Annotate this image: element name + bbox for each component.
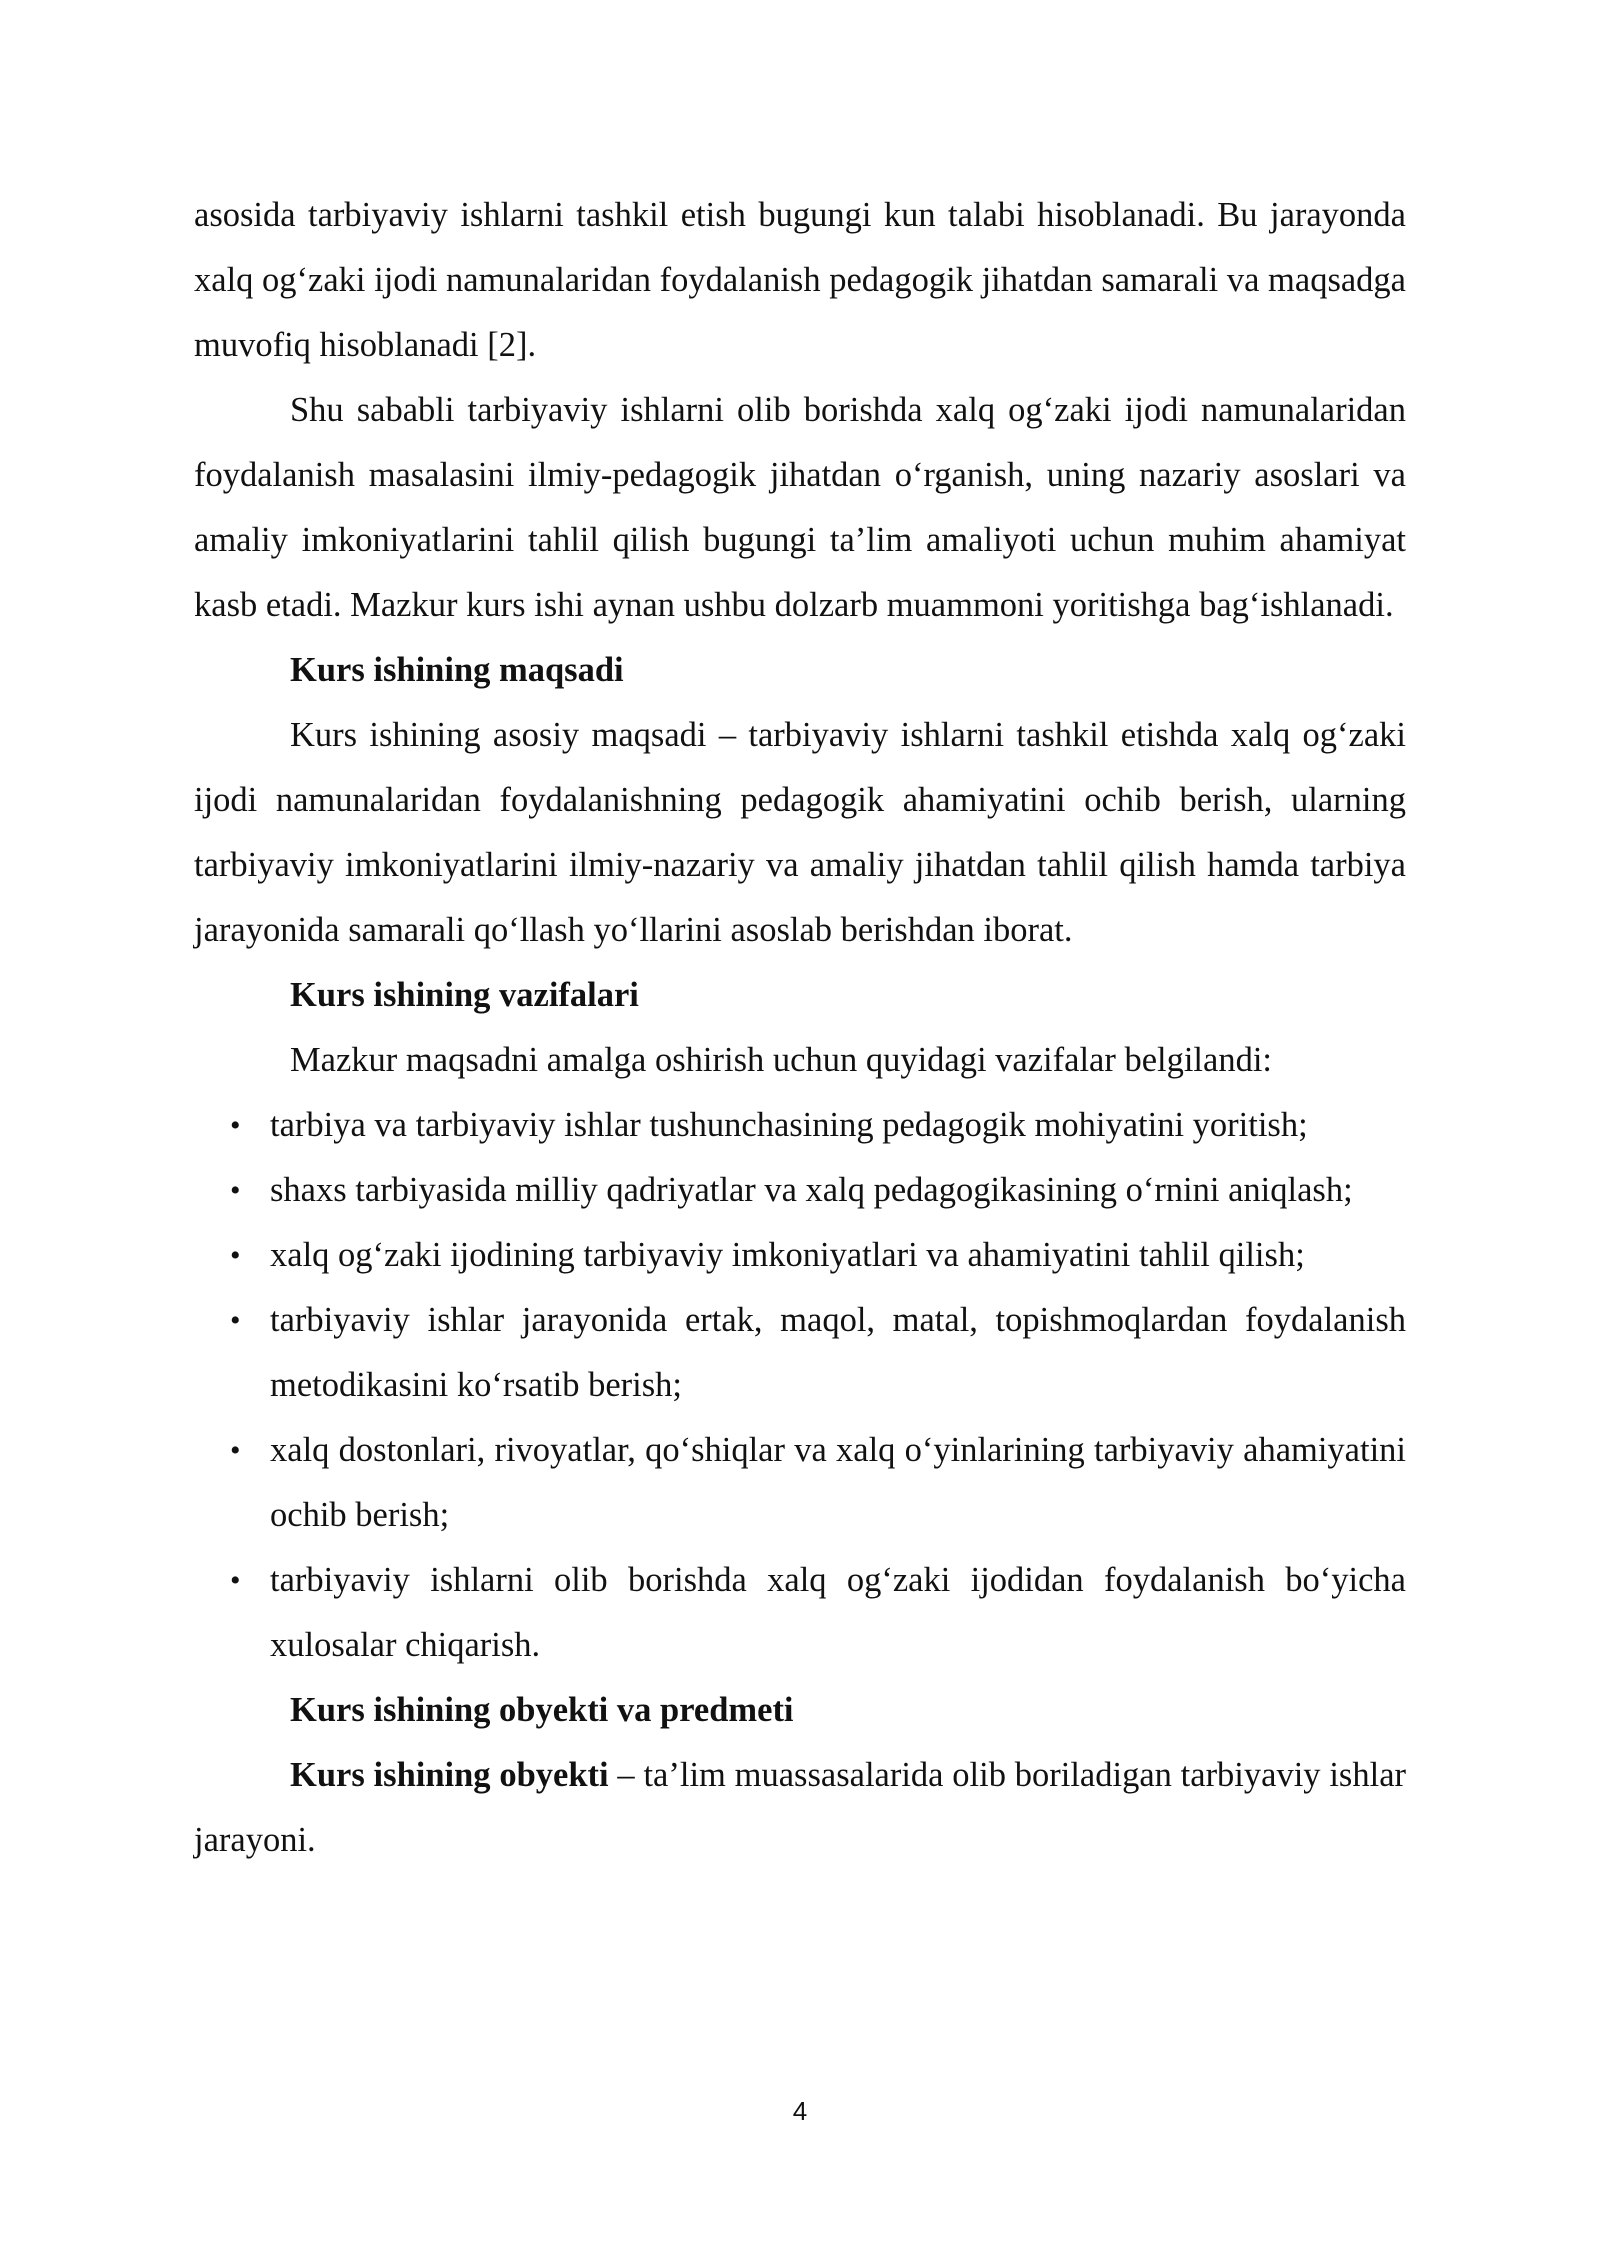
object-paragraph (194, 1743, 1406, 1873)
bullet-icon: • (230, 1304, 241, 1337)
object-label: Kurs ishining obyekti (290, 1756, 609, 1794)
tasks-intro: Mazkur maqsadni amalga oshirish uchun quyidagi vazifalar belgilandi: (290, 1041, 1273, 1079)
list-item (194, 1158, 1406, 1223)
task-text: xalq dostonlari, rivoyatlar, qo‘shiqlar va xalq o‘yinlarining tarbiyaviy ahamiyatini ochib berish; (270, 1431, 1406, 1534)
tasks-heading: Kurs ishining vazifalari (290, 976, 639, 1014)
bullet-icon: • (230, 1434, 241, 1467)
task-text: tarbiyaviy ishlar jarayonida ertak, maqol, matal, topishmoqlardan foydalanish metodikasini ko‘rsatib berish; (270, 1301, 1406, 1404)
list-item (194, 1223, 1406, 1288)
bullet-icon: • (230, 1564, 241, 1597)
relevance-paragraph: Shu sababli tarbiyaviy ishlarni olib borishda xalq og‘zaki ijodi namunalaridan foydalanish masalasini ilmiy-pedagogik jihatdan o‘rganish, uning nazariy asoslari va amaliy imkoniyatlarini tahlil qilish bugungi ta’lim amaliyoti uchun muhim ahamiyat kasb etadi. Mazkur kurs ishi aynan ushbu dolzarb muammoni yoritishga bag‘ishlanadi. (194, 391, 1406, 624)
object-text: – ta’lim muassasalarida olib boriladigan tarbiyaviy ishlar jarayoni. (194, 1756, 1406, 1859)
list-item (194, 1548, 1406, 1678)
task-text: tarbiya va tarbiyaviy ishlar tushunchasining pedagogik mohiyatini yoritish; (270, 1106, 1308, 1144)
list-item (194, 1093, 1406, 1158)
task-text: tarbiyaviy ishlarni olib borishda xalq og‘zaki ijodidan foydalanish bo‘yicha xulosalar chiqarish. (270, 1561, 1406, 1664)
tasks-list (194, 1093, 1406, 1678)
bullet-icon: • (230, 1174, 241, 1207)
continuation-paragraph: asosida tarbiyaviy ishlarni tashkil etish bugungi kun talabi hisoblanadi. Bu jarayonda xalq og‘zaki ijodi namunalaridan foydalanish pedagogik jihatdan samarali va maqsadga muvofiq hisoblanadi [2]. (194, 196, 1406, 364)
goal-paragraph: Kurs ishining asosiy maqsadi – tarbiyaviy ishlarni tashkil etishda xalq og‘zaki ijodi namunalaridan foydalanishning pedagogik ahamiyatini ochib berish, ularning tarbiyaviy imkoniyatlarini ilmiy-nazariy va amaliy jihatdan tahlil qilish hamda tarbiya jarayonida samarali qo‘llash yo‘llarini asoslab berishdan iborat. (194, 716, 1406, 949)
bullet-icon: • (230, 1109, 241, 1142)
goal-heading: Kurs ishining maqsadi (290, 651, 624, 689)
task-text: shaxs tarbiyasida milliy qadriyatlar va xalq pedagogikasining o‘rnini aniqlash; (270, 1171, 1353, 1209)
list-item (194, 1288, 1406, 1418)
bullet-icon: • (230, 1239, 241, 1272)
object-subject-heading: Kurs ishining obyekti va predmeti (290, 1691, 794, 1729)
list-item (194, 1418, 1406, 1548)
document-page (194, 183, 1406, 1873)
page-number: 4 (792, 2096, 808, 2126)
task-text: xalq og‘zaki ijodining tarbiyaviy imkoniyatlari va ahamiyatini tahlil qilish; (270, 1236, 1305, 1274)
